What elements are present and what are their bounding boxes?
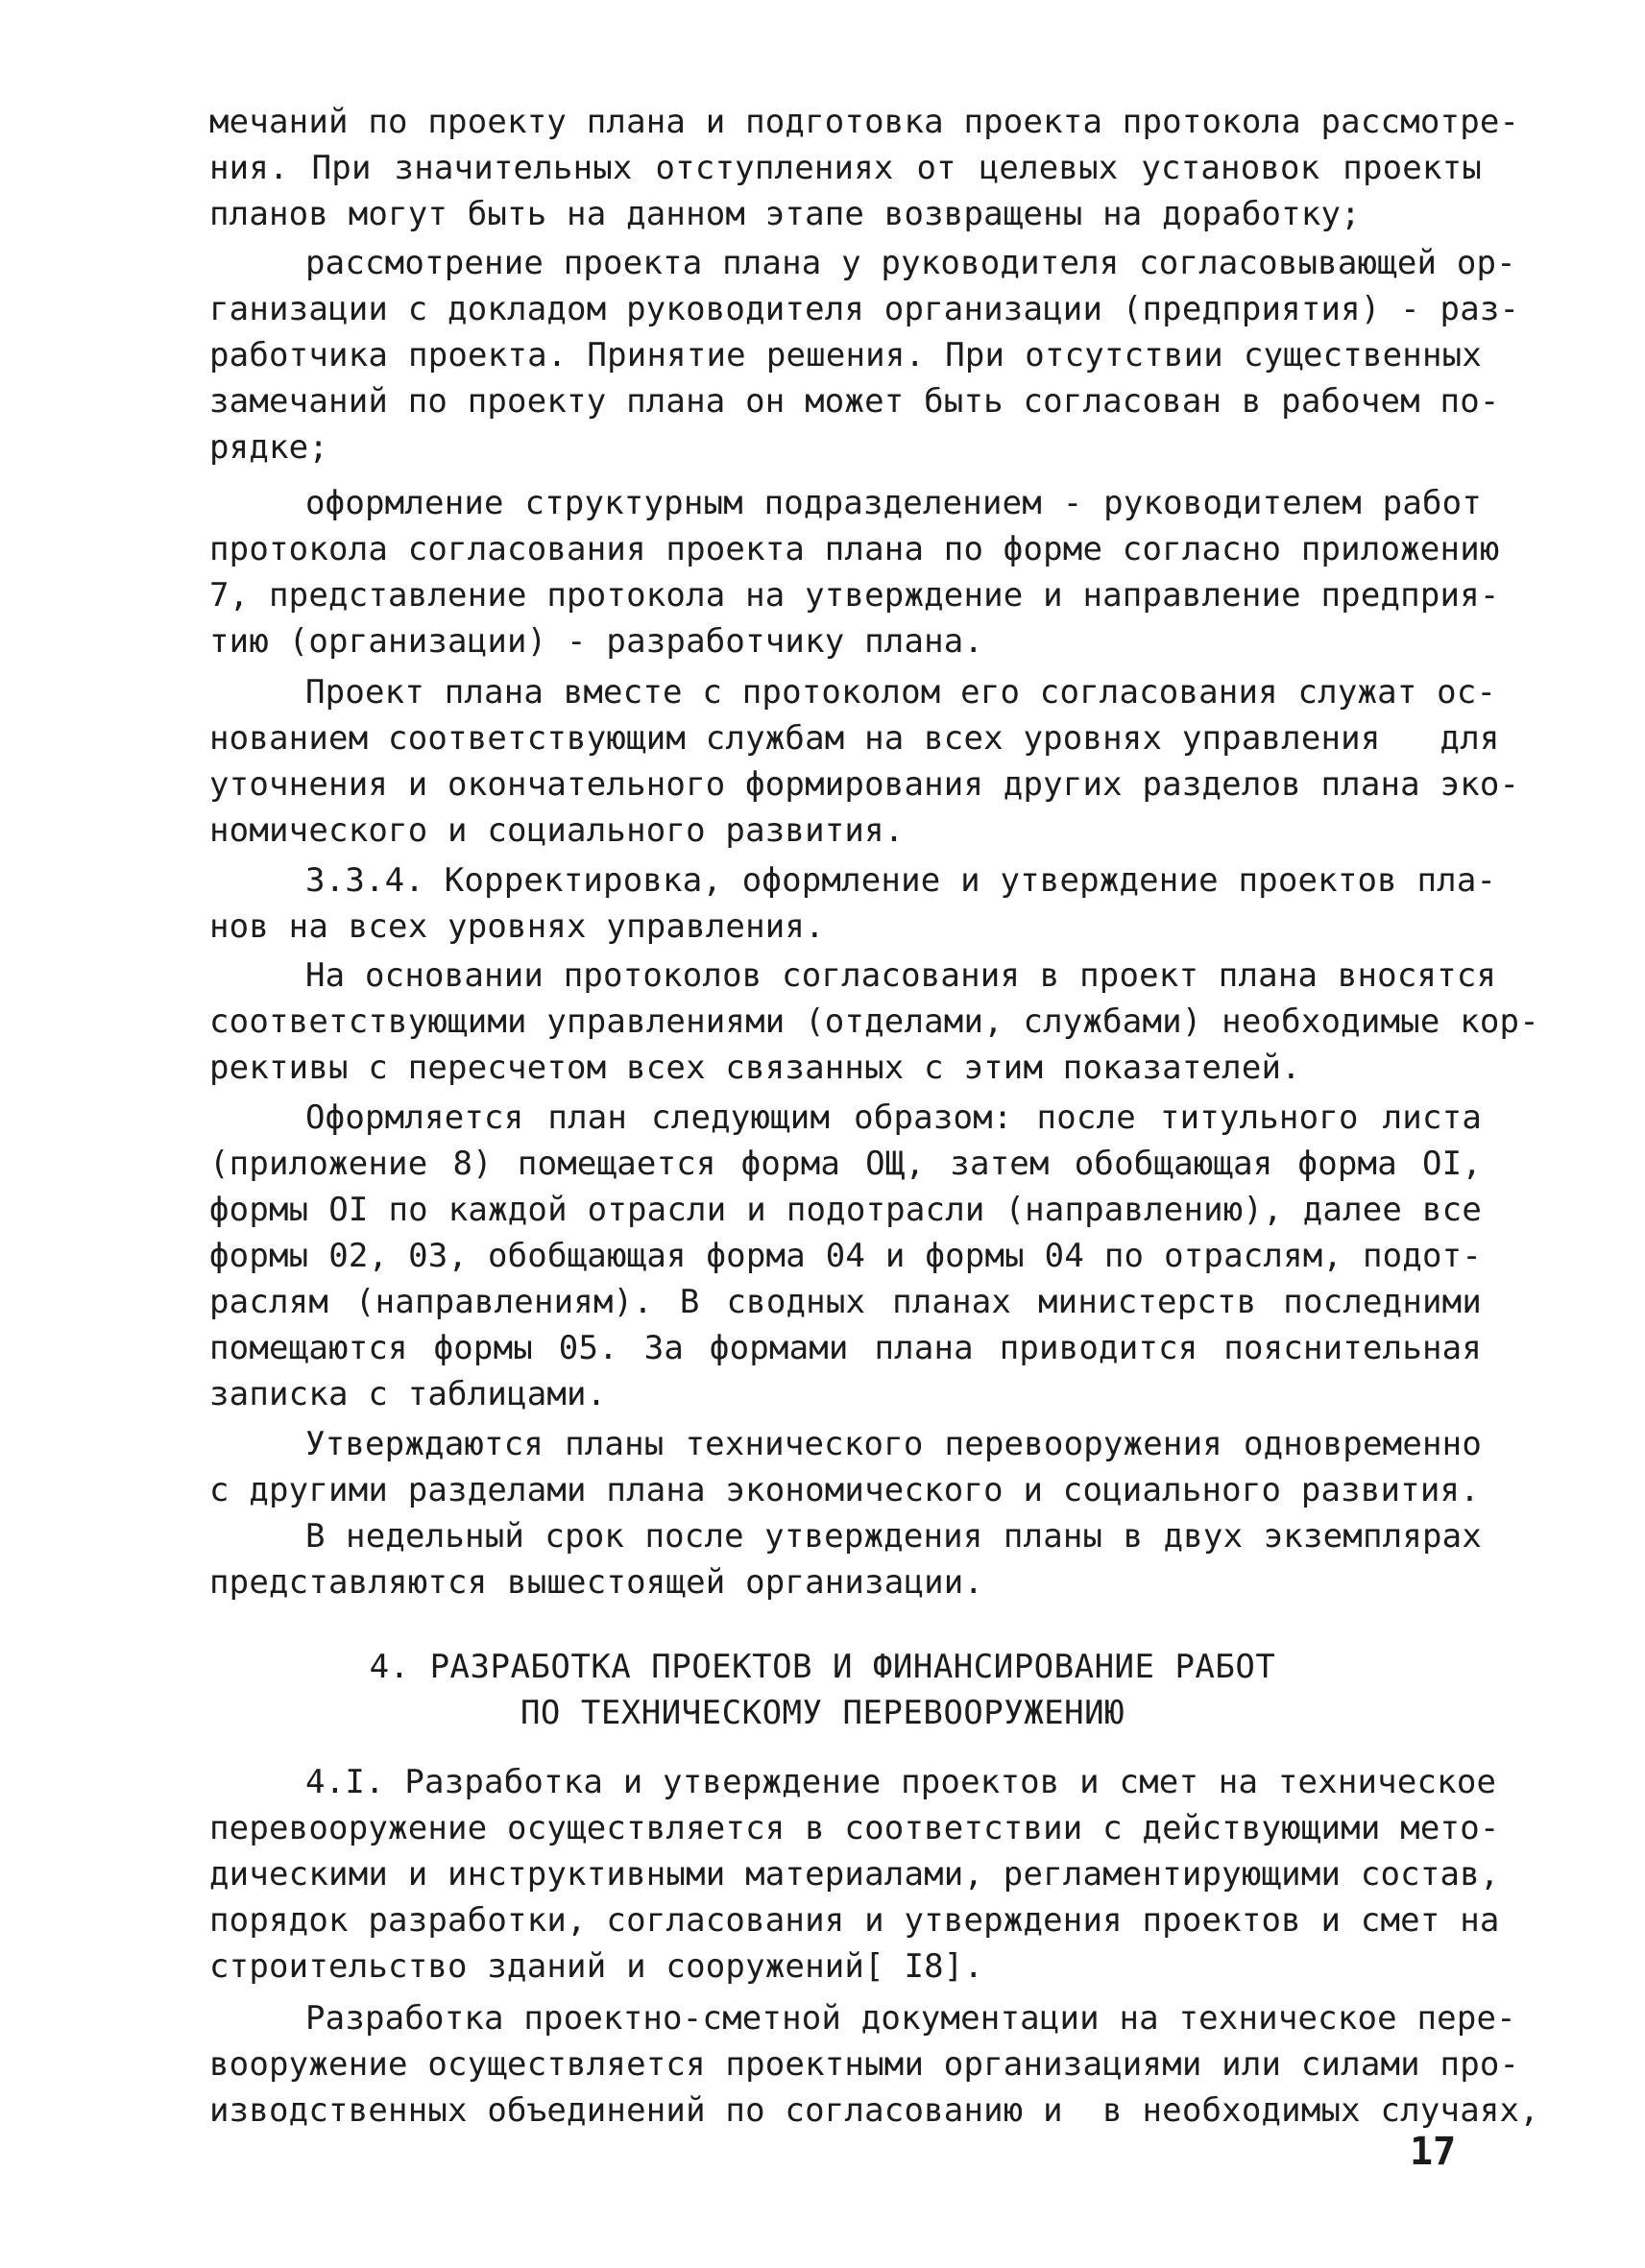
text-line: 3.3.4. Корректировка, оформление и утверждение проектов пла- bbox=[305, 861, 1497, 900]
text-line: с другими разделами плана экономического и социального развития. bbox=[209, 1471, 1480, 1509]
text-line: ганизации с докладом руководителя организации (предприятия) - раз- bbox=[209, 290, 1520, 328]
text-line: строительство зданий и сооружений[ I8]. bbox=[209, 1947, 984, 1986]
text-line: 4.I. Разработка и утверждение проектов и смет на техническое bbox=[305, 1763, 1497, 1801]
text-line: нованием соответствующим службам на всех уровнях управления для bbox=[209, 719, 1500, 758]
text-line: тию (организации) - разработчику плана. bbox=[209, 622, 984, 661]
section-heading-line-1: 4. РАЗРАБОТКА ПРОЕКТОВ И ФИНАНСИРОВАНИЕ РАБОТ bbox=[369, 1648, 1276, 1686]
text-line: мечаний по проекту плана и подготовка проекта протокола рассмотре- bbox=[209, 103, 1520, 141]
text-line: оформление структурным подразделением - руководителем работ bbox=[305, 484, 1482, 522]
text-line: дическими и инструктивными материалами, регламентирующими состав, bbox=[209, 1855, 1500, 1894]
text-line: Проект плана вместе с протоколом его согласования служат ос- bbox=[305, 673, 1497, 712]
text-line: порядок разработки, согласования и утверждения проектов и смет на bbox=[209, 1901, 1500, 1940]
text-line: уточнения и окончательного формирования других разделов плана эко- bbox=[209, 765, 1520, 804]
text-line: нов на всех уровнях управления. bbox=[209, 907, 825, 946]
text-line: Оформляется план следующим образом: после титульного листа bbox=[305, 1098, 1482, 1137]
text-line: В недельный срок после утверждения планы в двух экземплярах bbox=[305, 1517, 1482, 1556]
text-line: протокола согласования проекта плана по форме согласно приложению bbox=[209, 530, 1500, 568]
text-line: работчика проекта. Принятие решения. При отсутствии существенных bbox=[209, 336, 1482, 374]
text-line: На основании протоколов согласования в проект плана вносятся bbox=[305, 956, 1497, 995]
text-line: Утверждаются планы технического перевооружения одновременно bbox=[305, 1425, 1482, 1463]
text-line: перевооружение осуществляется в соответствии с действующими мето- bbox=[209, 1809, 1500, 1847]
text-line: изводственных объединений по согласованию и в необходимых случаях, bbox=[209, 2091, 1539, 2130]
page-number: 17 bbox=[1410, 2130, 1457, 2174]
text-line: замечаний по проекту плана он может быть согласован в рабочем по- bbox=[209, 382, 1500, 421]
text-line: рассмотрение проекта плана у руководителя согласовывающей ор- bbox=[305, 244, 1516, 282]
text-line: представляются вышестоящей организации. bbox=[209, 1563, 984, 1602]
text-line: вооружение осуществляется проектными организациями или силами про- bbox=[209, 2045, 1520, 2084]
text-line: формы 02, 03, обобщающая форма 04 и формы 04 по отраслям, подот- bbox=[209, 1237, 1482, 1275]
text-line: номического и социального развития. bbox=[209, 811, 905, 850]
text-line: помещаются формы 05. За формами плана приводится пояснительная bbox=[209, 1329, 1482, 1367]
text-line: соответствующими управлениями (отделами, службами) необходимые кор- bbox=[209, 1002, 1539, 1041]
text-line: Разработка проектно-сметной документации на техническое пере- bbox=[305, 1999, 1516, 2038]
text-line: формы OI по каждой отрасли и подотрасли (направлению), далее все bbox=[209, 1191, 1482, 1229]
text-line: записка с таблицами. bbox=[209, 1375, 607, 1413]
text-line: рективы с пересчетом всех связанных с этим показателей. bbox=[209, 1049, 1301, 1087]
section-heading-line-2: ПО ТЕХНИЧЕСКОМУ ПЕРЕВООРУЖЕНИЮ bbox=[520, 1694, 1125, 1732]
text-line: рядке; bbox=[209, 428, 329, 467]
text-line: раслям (направлениям). В сводных планах министерств последними bbox=[209, 1283, 1482, 1321]
text-line: ния. При значительных отступлениях от целевых установок проекты bbox=[209, 149, 1482, 187]
text-line: (приложение 8) помещается форма ОЩ, затем обобщающая форма OI, bbox=[209, 1145, 1482, 1183]
text-line: 7, представление протокола на утверждение и направление предприя- bbox=[209, 576, 1500, 615]
text-line: планов могут быть на данном этапе возвращены на доработку; bbox=[209, 195, 1361, 233]
